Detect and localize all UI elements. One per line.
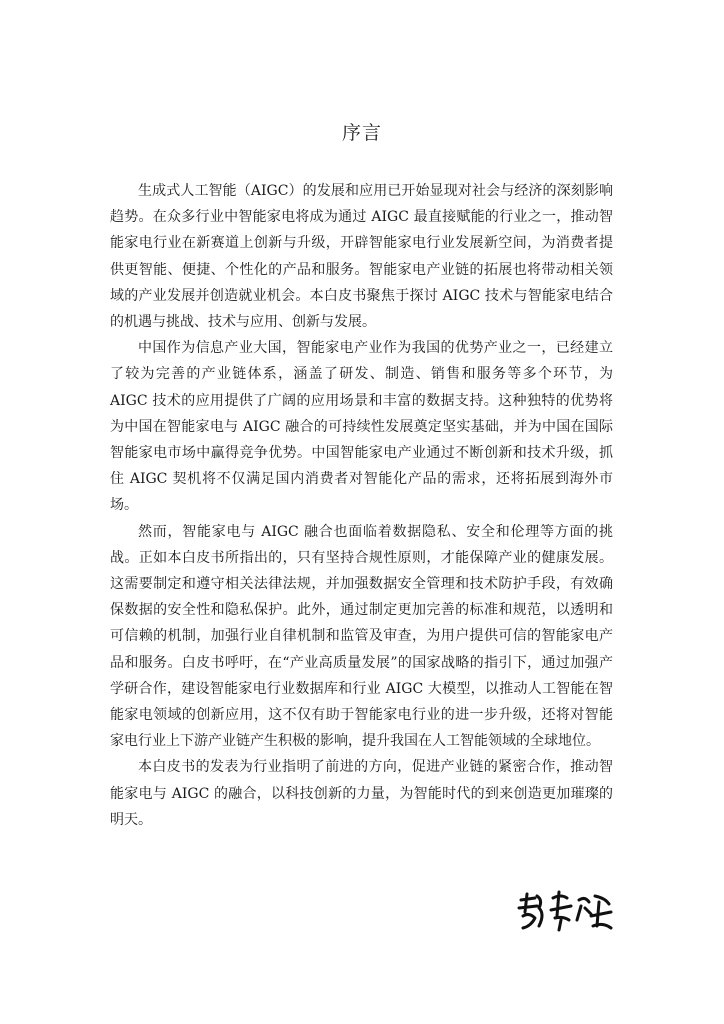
paragraph-4: 本白皮书的发表为行业指明了前进的方向，促进产业链的紧密合作，推动智能家电与 AIGC 的融合，以科技创新的力量，为智能时代的到来创造更加璀璨的明天。 — [110, 759, 613, 828]
preface-body — [110, 178, 613, 833]
page-title: 序言 — [341, 122, 382, 144]
paragraph-2: 中国作为信息产业大国，智能家电产业作为我国的优势产业之一，已经建立了较为完善的产业链体系，涵盖了研发、制造、销售和服务等多个环节，为 AIGC 技术的应用提供了广阔的应用场景和丰富的数据支持。这种独特的优势将为中国在智能家电与 AIGC 融合的可持续性发展奠定坚实基础，并为中国在国际智能家电市场中赢得竞争优势。中国智能家电产业通过不断创新和技术升级，抓住 AIGC 契机将不仅满足国内消费者对智能化产品的需求，还将拓展到海外市场。 — [110, 340, 613, 514]
paragraph-3: 然而，智能家电与 AIGC 融合也面临着数据隐私、安全和伦理等方面的挑战。正如本白皮书所指出的，只有坚持合规性原则，才能保障产业的健康发展。这需要制定和遵守相关法律法规，并加强数据安全管理和技术防护手段，有效确保数据的安全性和隐私保护。此外，通过制定更加完善的标准和规范，以透明和可信赖的机制，加强行业自律机制和监管及审查，为用户提供可信的智能家电产品和服务。白皮书呼吁，在“产业高质量发展”的国家战略的指引下，通过加强产学研合作，建设智能家电行业数据库和行业 AIGC 大模型，以推动人工智能在智能家电领域的创新应用，这不仅有助于智能家电行业的进一步升级，还将对智能家电行业上下游产业链产生积极的影响，提升我国在人工智能领域的全球地位。 — [110, 523, 613, 750]
paragraph-1: 生成式人工智能（AIGC）的发展和应用已开始显现对社会与经济的深刻影响趋势。在众多行业中智能家电将成为通过 AIGC 最直接赋能的行业之一，推动智能家电行业在新赛道上创新与升级，开辟智能家电行业发展新空间，为消费者提供更智能、便捷、个性化的产品和服务。智能家电产业链的拓展也将带动相关领域的产业发展并创造就业机会。本白皮书聚焦于探讨 AIGC 技术与智能家电结合的机遇与挑战、技术与应用、创新与发展。 — [110, 183, 613, 331]
handwritten-signature-icon — [515, 886, 615, 934]
